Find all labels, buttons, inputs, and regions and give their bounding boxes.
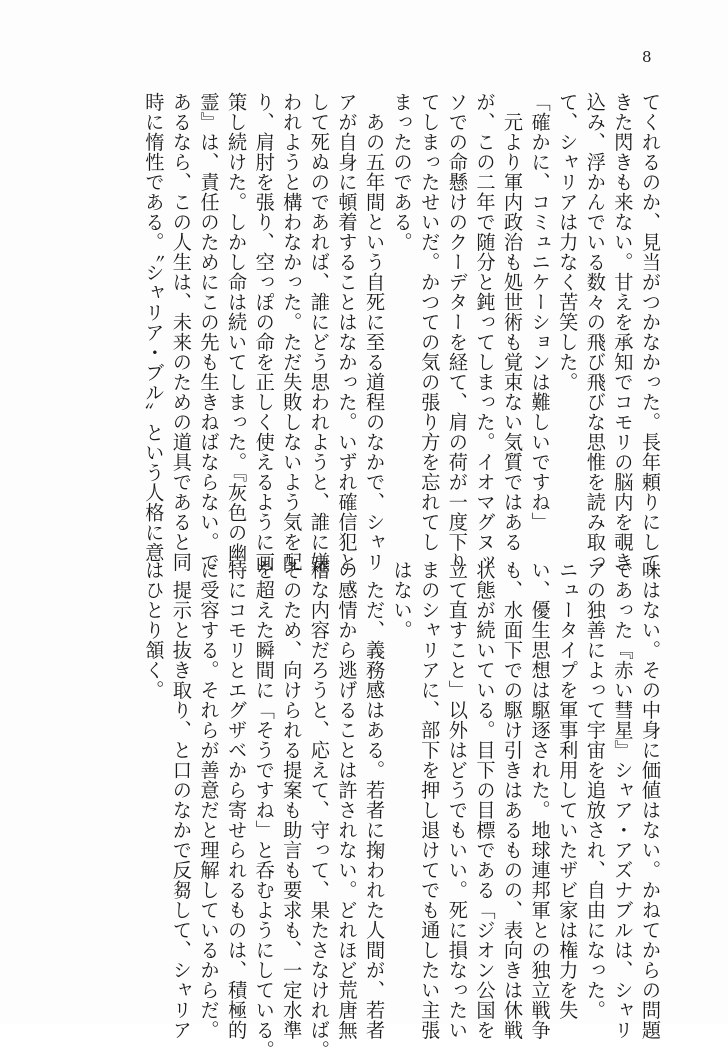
text-column: 状態が続いている。目下の目標である「ジオン公国を <box>473 560 497 1040</box>
text-column: の感情から逃げることは許されない。どれほど荒唐無 <box>335 560 359 1040</box>
text-column: であった『赤い彗星』シャア・アズナブルは、シャリ <box>611 560 635 1040</box>
text-column: アが自身に頓着することはなかった。いずれ確信犯と <box>335 92 359 572</box>
text-column: そのため、向けられる提案も助言も要求も、一定水準 <box>280 560 304 1040</box>
text-column: 「確かに、コミュニケーションは難しいですね」 <box>528 92 552 532</box>
text-column: して死ぬのであれば、誰にどう思われようと、誰に嫌 <box>307 92 331 572</box>
text-column: てしまったせいだ。かつての気の張り方を忘れてし <box>418 92 442 552</box>
text-column: まのシャリアに、部下を押し退けてでも通したい主張 <box>418 560 442 1040</box>
text-column: ソでの命懸けのクーデターを経て、肩の荷が一度下り <box>445 92 469 572</box>
text-column: ニュータイプを軍事利用していたザビ家は権力を失 <box>556 560 580 1020</box>
text-column: 策し続けた。しかし命は続いてしまった。『灰色の幽 <box>225 92 249 563</box>
upper-text-block <box>140 92 664 572</box>
text-column: はない。 <box>390 560 414 640</box>
text-column: 時に惰性である。〝シャリア・ブル〟という人格に意 <box>142 92 166 563</box>
page-number: 8 <box>642 48 652 66</box>
text-column: 立て直すこと」以外はどうでもいい。死に損なったい <box>445 560 469 1040</box>
lower-text-block <box>140 560 664 1060</box>
text-column: てくれるのか、見当がつかなかった。長年頼りにして <box>639 92 662 572</box>
text-column: も、水面下での駆け引きはあるものの、表向きは休戦 <box>501 560 525 1040</box>
text-column: 味はない。その中身に価値はない。かねてからの問題 <box>639 560 662 1040</box>
text-column: 込み、浮かんでいる数々の飛び飛びな思惟を読み取っ <box>583 92 607 572</box>
text-column: はひとり頷く。 <box>142 560 166 700</box>
text-column: を超えた瞬間に「そうですね」と呑むようにしている。 <box>252 560 276 1060</box>
text-column: に受容する。それらが善意だと理解しているからだ。 <box>197 560 221 1040</box>
text-column: あるなら、この人生は、未来のための道具であると同 <box>169 92 193 572</box>
text-column: アの独善によって宇宙を追放され、自由になった。 <box>583 560 607 1020</box>
text-column: まったのである。 <box>390 92 414 252</box>
text-column: われようと構わなかった。ただ失敗しないよう気を配 <box>280 92 304 572</box>
text-column: て、シャリアは力なく苦笑した。 <box>556 92 580 392</box>
text-column: り、肩肘を張り、空っぽの命を正しく使えるように画 <box>252 92 276 572</box>
text-column: ただ、義務感はある。若者に掬われた人間が、若者 <box>363 560 387 1040</box>
text-column: 特にコモリとエグザベから寄せられるものは、積極的 <box>225 560 249 1040</box>
text-column: あの五年間という自死に至る道程のなかで、シャリ <box>363 92 387 572</box>
text-column: 稽な内容だろうと、応えて、守って、果たさなければ。 <box>307 560 331 1060</box>
text-column: 霊』は、責任のためにこの先も生きねばならない。で <box>197 92 221 572</box>
text-column: が、この二年で随分と鈍ってしまった。イオマグヌッ <box>473 92 497 572</box>
text-column: 元より軍内政治も処世術も覚束ない気質ではある <box>501 92 525 552</box>
text-column: きた閃きも来ない。甘えを承知でコモリの脳内を覗き <box>611 92 635 572</box>
text-column: 提示と抜き取り、と口のなかで反芻して、シャリア <box>169 560 193 1040</box>
text-column: い、優生思想は駆逐された。地球連邦軍との独立戦争 <box>528 560 552 1040</box>
